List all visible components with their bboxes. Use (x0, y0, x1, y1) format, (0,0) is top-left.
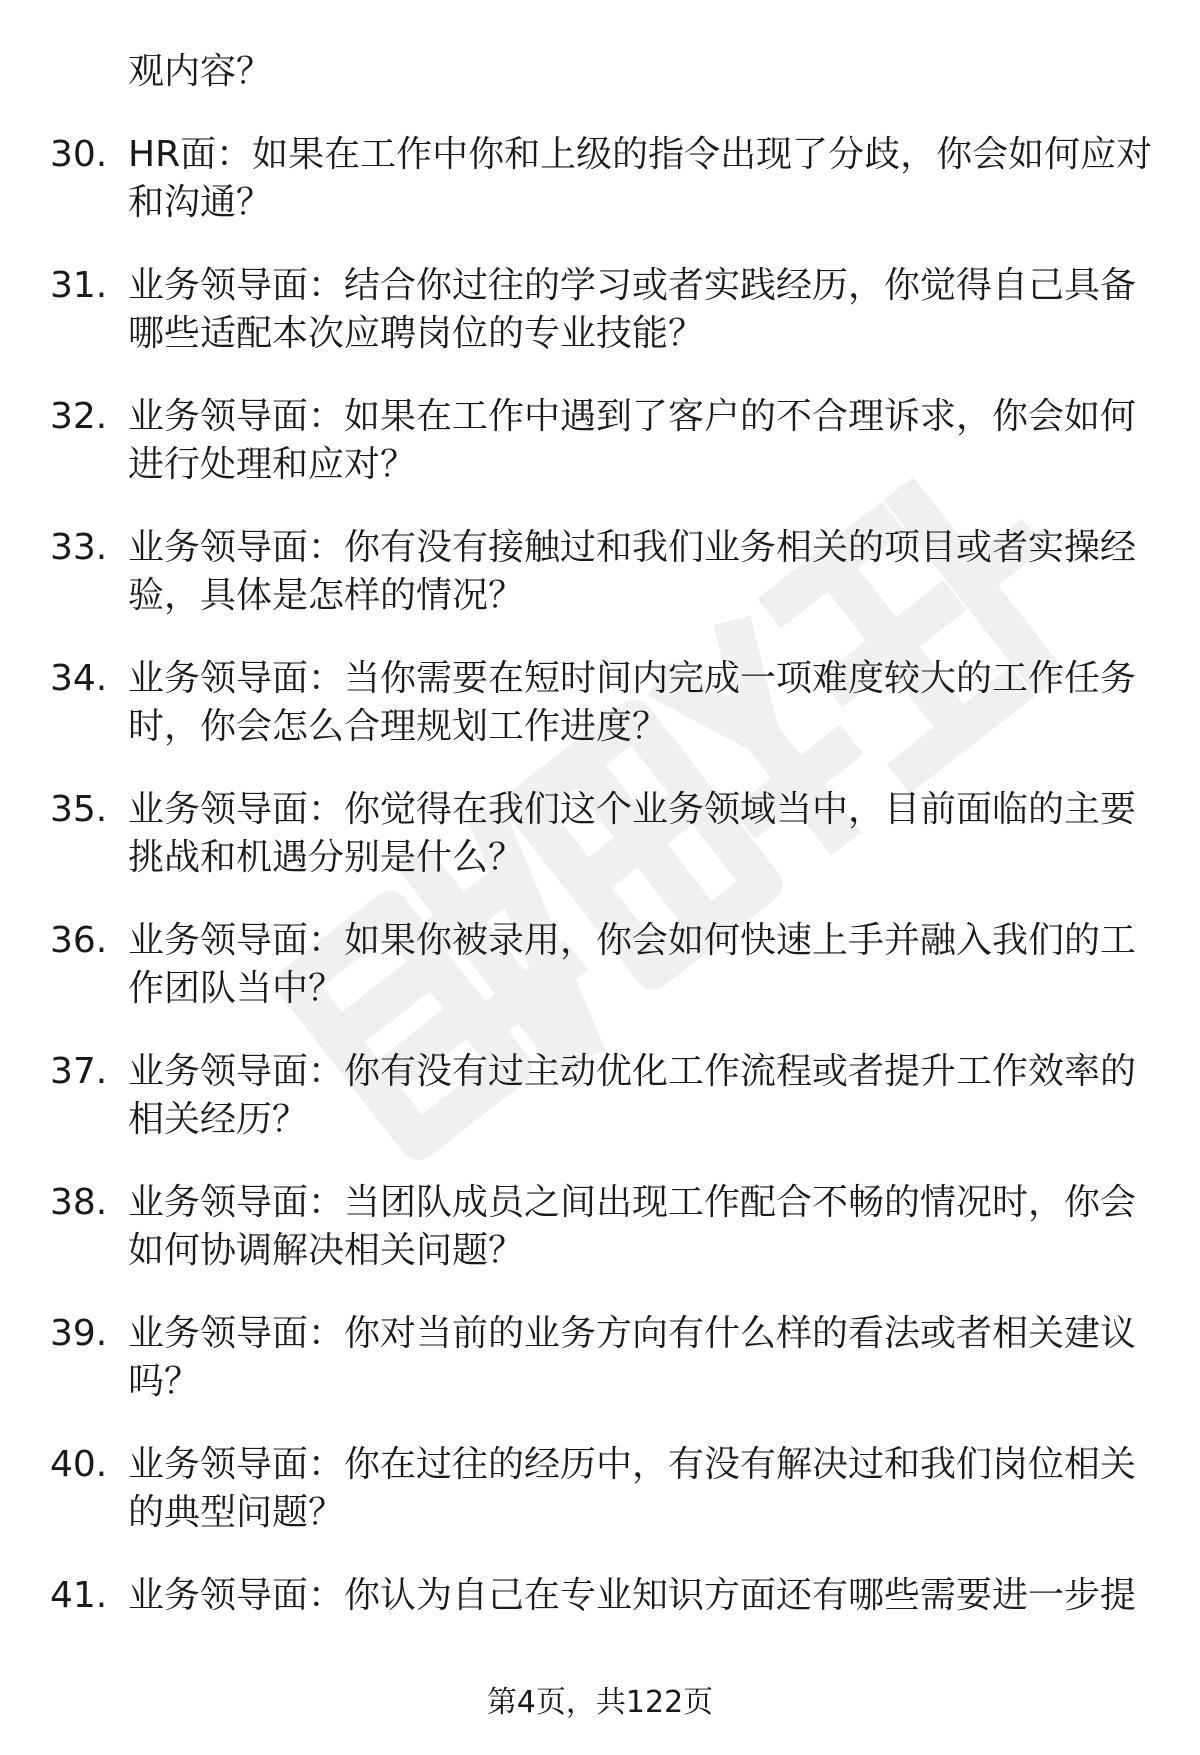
question-text: 业务领导面：当你需要在短时间内完成一项难度较大的工作任务时，你会怎么合理规划工作进度？ (128, 658, 1137, 747)
question-number: 37. (50, 1051, 108, 1092)
list-item (0, 524, 1200, 620)
list-item (0, 655, 1200, 751)
question-number: 34. (50, 658, 108, 699)
list-item (0, 1179, 1200, 1275)
question-text: 业务领导面：你认为自己在专业知识方面还有哪些需要进一步提 (128, 1575, 1137, 1616)
question-text: 业务领导面：结合你过往的学习或者实践经历，你觉得自己具备哪些适配本次应聘岗位的专业技能？ (128, 265, 1137, 354)
question-text: HR面：如果在工作中你和上级的指令出现了分歧，你会如何应对和沟通？ (128, 134, 1153, 223)
question-list (0, 48, 1200, 1655)
question-text: 业务领导面：你有没有接触过和我们业务相关的项目或者实操经验，具体是怎样的情况？ (128, 527, 1137, 616)
page-number-footer: 第4页，共122页 (486, 1685, 714, 1720)
list-item (0, 393, 1200, 489)
question-number: 30. (50, 134, 108, 175)
list-item (0, 786, 1200, 882)
question-number: 40. (50, 1444, 108, 1485)
list-item (0, 262, 1200, 358)
list-item (0, 48, 1200, 96)
question-text: 业务领导面：如果你被录用，你会如何快速上手并融入我们的工作团队当中？ (128, 920, 1137, 1009)
question-number: 33. (50, 527, 108, 568)
question-number: 35. (50, 789, 108, 830)
question-number: 31. (50, 265, 108, 306)
question-text: 业务领导面：你在过往的经历中，有没有解决过和我们岗位相关的典型问题？ (128, 1444, 1137, 1533)
list-item (0, 131, 1200, 227)
question-number: 36. (50, 920, 108, 961)
list-item (0, 1048, 1200, 1144)
question-number: 39. (50, 1313, 108, 1354)
list-item (0, 917, 1200, 1013)
list-item (0, 1441, 1200, 1537)
list-item (0, 1310, 1200, 1406)
question-text: 业务领导面：你对当前的业务方向有什么样的看法或者相关建议吗？ (128, 1313, 1137, 1402)
question-number: 41. (50, 1575, 108, 1616)
question-text: 业务领导面：如果在工作中遇到了客户的不合理诉求，你会如何进行处理和应对？ (128, 396, 1137, 485)
question-number: 32. (50, 396, 108, 437)
question-text: 业务领导面：你觉得在我们这个业务领域当中，目前面临的主要挑战和机遇分别是什么？ (128, 789, 1137, 878)
list-item (0, 1572, 1200, 1620)
question-number: 38. (50, 1182, 108, 1223)
question-text: 业务领导面：你有没有过主动优化工作流程或者提升工作效率的相关经历？ (128, 1051, 1137, 1140)
question-text: 观内容？ (128, 51, 273, 92)
question-text: 业务领导面：当团队成员之间出现工作配合不畅的情况时，你会如何协调解决相关问题？ (128, 1182, 1137, 1271)
